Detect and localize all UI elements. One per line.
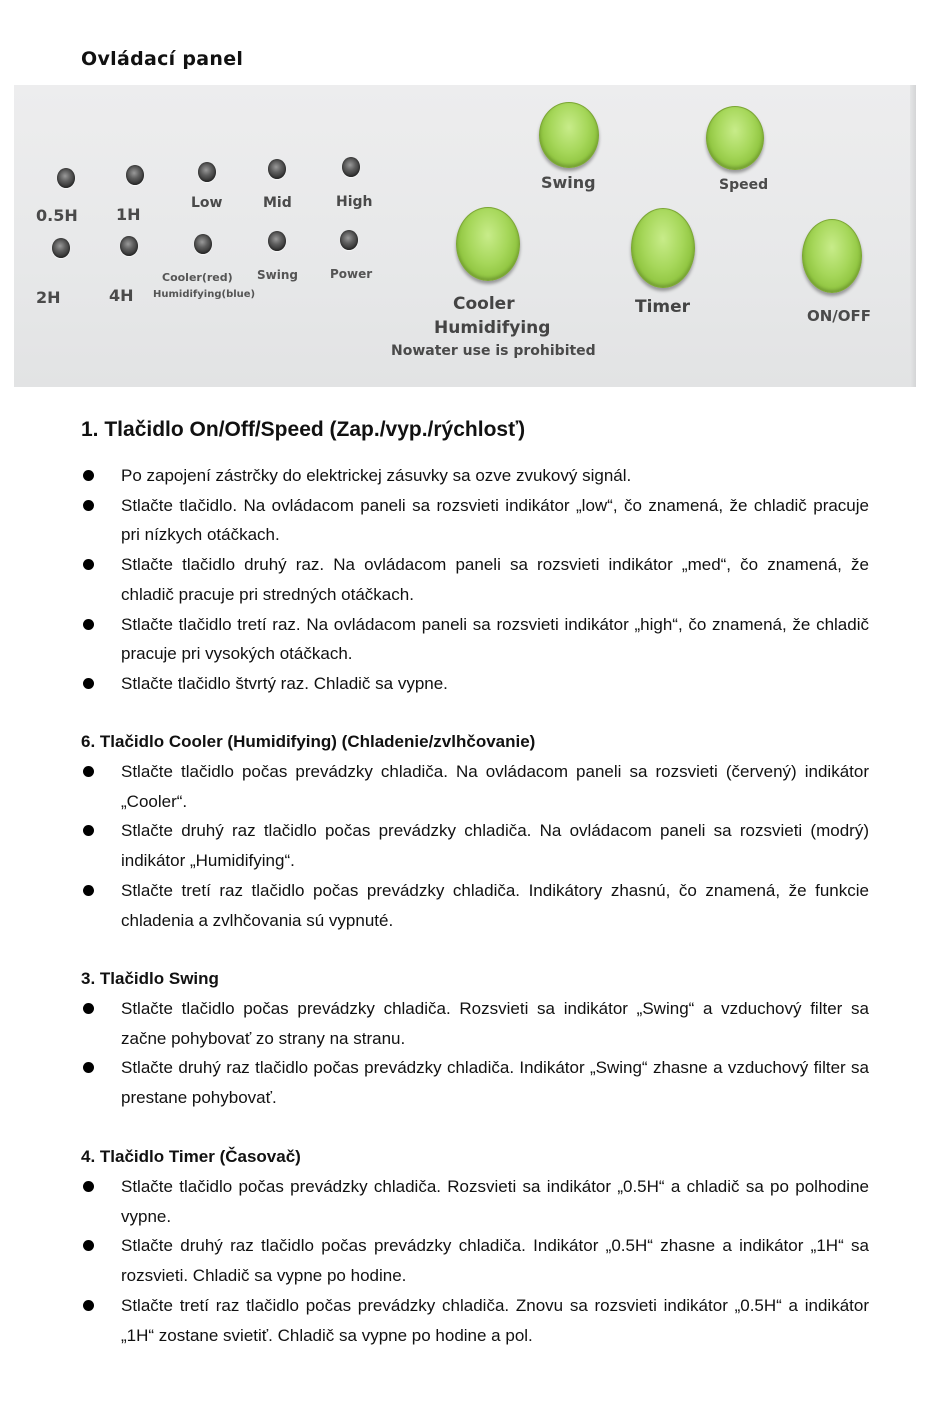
cooler-button-label: Cooler [453, 294, 515, 314]
bullet-icon [83, 825, 94, 836]
bullet-icon [83, 1240, 94, 1251]
led-05h-label: 0.5H [36, 206, 78, 225]
bullet-icon [83, 1062, 94, 1073]
led-cooler [194, 234, 212, 254]
bullet-icon [83, 1181, 94, 1192]
cooler-button [456, 207, 520, 281]
list-item: Stlačte druhý raz tlačidlo počas prevádzky chladiča. Na ovládacom paneli sa rozsvieti (modrý) indikátor „Humidifying“. [121, 816, 869, 875]
led-1h-label: 1H [116, 205, 141, 224]
led-power-label: Power [330, 267, 373, 281]
section-4-list [0, 1172, 950, 1350]
onoff-button [802, 219, 862, 293]
list-item: Stlačte tlačidlo počas prevádzky chladiča. Rozsvieti sa indikátor „Swing“ a vzduchový filter sa začne pohybovať zo strany na stranu. [121, 994, 869, 1053]
list-item: Stlačte tlačidlo štvrtý raz. Chladič sa vypne. [121, 669, 869, 699]
onoff-button-label: ON/OFF [807, 307, 872, 325]
list-item: Stlačte druhý raz tlačidlo počas prevádzky chladiča. Indikátor „Swing“ zhasne a vzduchový filter sa prestane pohybovať. [121, 1053, 869, 1112]
humidifying-button-label: Humidifying [434, 318, 551, 338]
speed-button-label: Speed [719, 177, 769, 193]
bullet-icon [83, 1003, 94, 1014]
led-swing [268, 231, 286, 251]
led-low-label: Low [191, 195, 223, 211]
control-panel-photo [14, 85, 916, 387]
led-mid [268, 159, 286, 179]
bullet-icon [83, 678, 94, 689]
list-item: Stlačte tretí raz tlačidlo počas prevádzky chladiča. Indikátory zhasnú, čo znamená, že funkcie chladenia a zvlhčovania sú vypnuté. [121, 876, 869, 935]
list-item: Stlačte tlačidlo počas prevádzky chladiča. Na ovládacom paneli sa rozsvieti (červený) indikátor „Cooler“. [121, 757, 869, 816]
list-item: Stlačte tlačidlo tretí raz. Na ovládacom paneli sa rozsvieti indikátor „high“, čo znamená, že chladič pracuje pri vysokých otáčkach. [121, 610, 869, 669]
bullet-icon [83, 559, 94, 570]
section-1-title: 1. Tlačidlo On/Off/Speed (Zap./vyp./rýchlosť) [81, 418, 526, 441]
section-3-list [0, 994, 950, 1113]
section-2-title: 6. Tlačidlo Cooler (Humidifying) (Chladenie/zvlhčovanie) [81, 732, 536, 751]
led-2h-label: 2H [36, 288, 61, 307]
list-item: Stlačte tlačidlo. Na ovládacom paneli sa rozsvieti indikátor „low“, čo znamená, že chladič pracuje pri nízkych otáčkach. [121, 491, 869, 550]
led-05h [57, 168, 75, 188]
led-high-label: High [336, 194, 373, 210]
led-low [198, 162, 216, 182]
led-humidifying-label: Humidifying(blue) [153, 289, 256, 300]
swing-button [539, 102, 599, 168]
page-heading: Ovládací panel [81, 48, 244, 70]
led-mid-label: Mid [263, 195, 292, 211]
led-4h [120, 236, 138, 256]
led-power [340, 230, 358, 250]
led-2h [52, 238, 70, 258]
water-warning-label: Nowater use is prohibited [391, 343, 596, 359]
list-item: Stlačte druhý raz tlačidlo počas prevádzky chladiča. Indikátor „0.5H“ zhasne a indikátor „1H“ sa rozsvieti. Chladič sa vypne po hodine. [121, 1231, 869, 1290]
led-4h-label: 4H [109, 286, 134, 305]
timer-button [631, 208, 695, 288]
section-1-list [0, 461, 950, 699]
timer-button-label: Timer [635, 297, 691, 317]
led-cooler-label: Cooler(red) [162, 271, 233, 284]
section-2-list [0, 757, 950, 935]
list-item: Stlačte tlačidlo druhý raz. Na ovládacom paneli sa rozsvieti indikátor „med“, čo znamená, že chladič pracuje pri stredných otáčkach. [121, 550, 869, 609]
section-3-title: 3. Tlačidlo Swing [81, 969, 219, 988]
bullet-icon [83, 500, 94, 511]
list-item: Po zapojení zástrčky do elektrickej zásuvky sa ozve zvukový signál. [121, 461, 869, 491]
list-item: Stlačte tlačidlo počas prevádzky chladiča. Rozsvieti sa indikátor „0.5H“ a chladič sa po polhodine vypne. [121, 1172, 869, 1231]
led-1h [126, 165, 144, 185]
panel-edge [910, 85, 916, 387]
swing-button-label: Swing [541, 173, 596, 192]
speed-button [706, 106, 764, 170]
bullet-icon [83, 470, 94, 481]
led-high [342, 157, 360, 177]
bullet-icon [83, 1300, 94, 1311]
section-4-title: 4. Tlačidlo Timer (Časovač) [81, 1147, 301, 1166]
bullet-icon [83, 766, 94, 777]
bullet-icon [83, 619, 94, 630]
list-item: Stlačte tretí raz tlačidlo počas prevádzky chladiča. Znovu sa rozsvieti indikátor „0.5H“ a indikátor „1H“ zostane svietiť. Chladič sa vypne po hodine a pol. [121, 1291, 869, 1350]
bullet-icon [83, 885, 94, 896]
led-swing-label: Swing [257, 268, 298, 282]
